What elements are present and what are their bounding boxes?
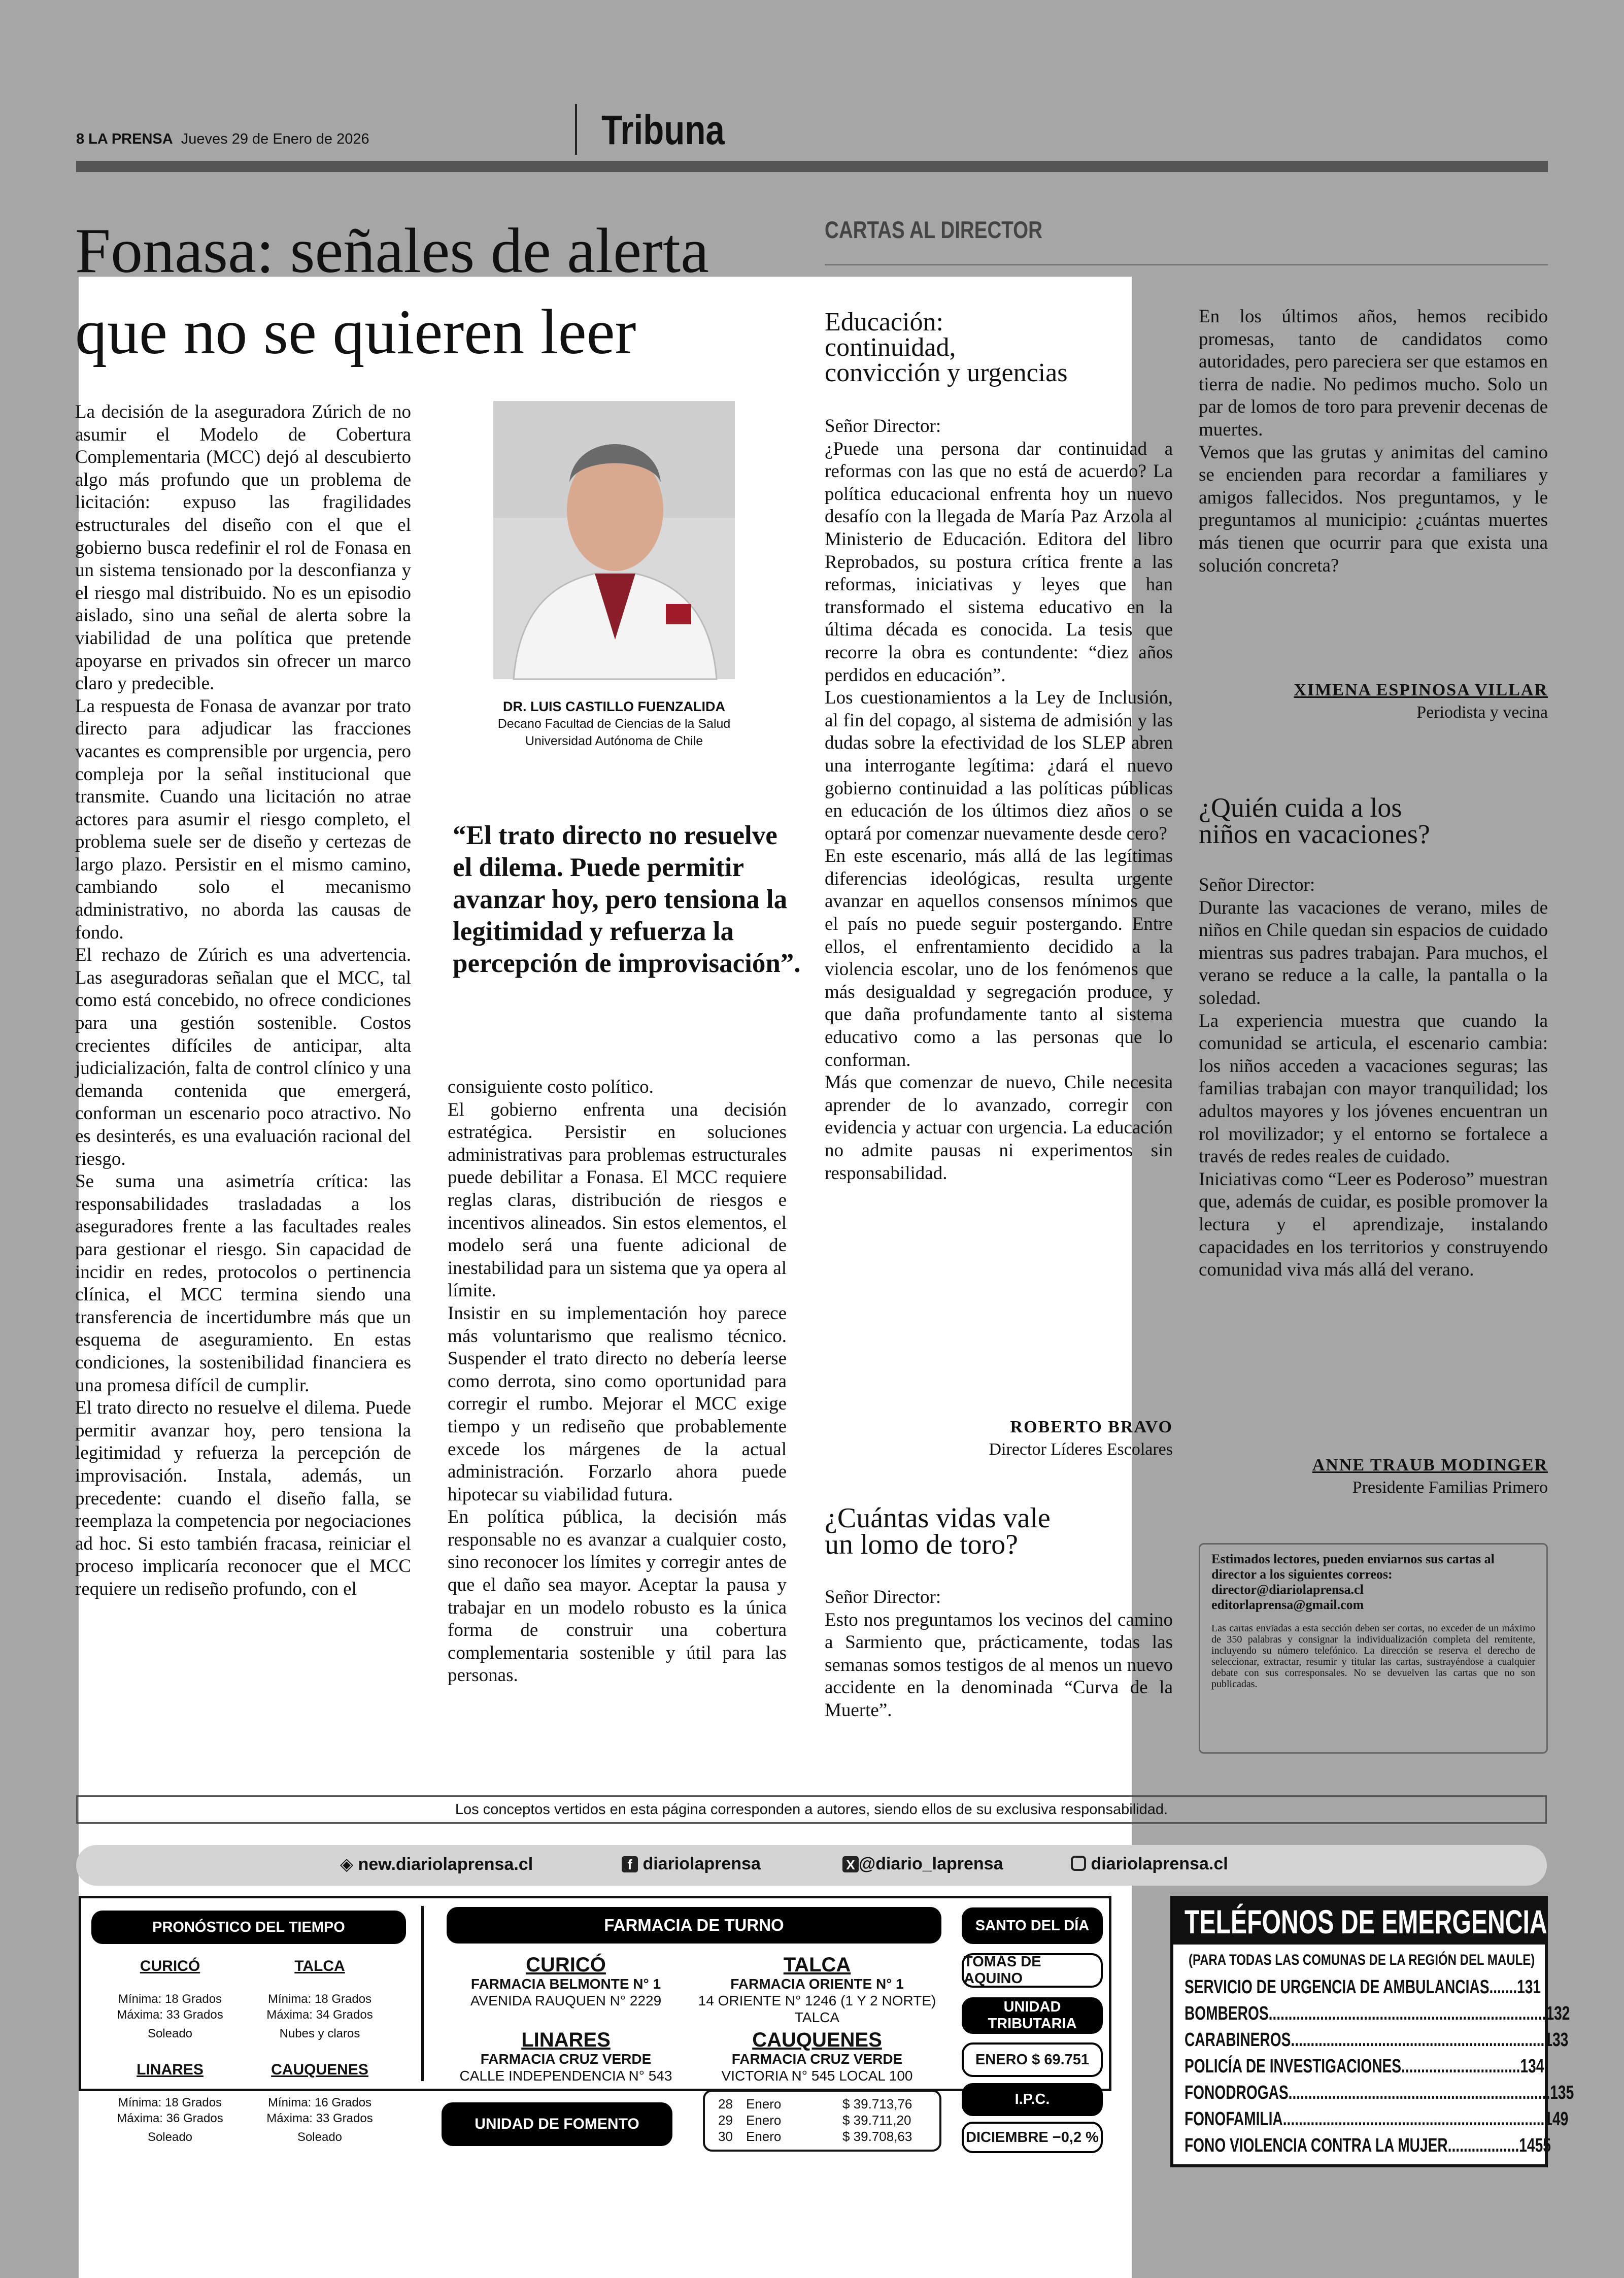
social-facebook-text: diariolaprensa <box>642 1854 761 1873</box>
article-paragraph: El rechazo de Zúrich es una advertencia. Las aseguradoras señalan que el MCC, tal como está concebido, no ofrece condiciones para una gestión sostenible. Costos crecientes difíciles de anticipar, alta judicialización, falta de control clínico y una demanda contenida que emergerá, conforman un escenario poco atractivo. No es desinterés, es una evaluación racional del riesgo. <box>75 945 411 1169</box>
social-x-text: @diario_laprensa <box>859 1854 1003 1873</box>
disclaimer-text: Los conceptos vertidos en esta página corresponden a autores, siendo ellos de su exclusiva responsabilidad. <box>455 1801 1168 1818</box>
pharmacy-name: FARMACIA CRUZ VERDE <box>731 2051 903 2067</box>
social-web-text: new.diariolaprensa.cl <box>358 1855 533 1874</box>
letter-paragraph: Los cuestionamientos a la Ley de Inclusión, al fin del copago, al sistema de admisión y las dudas sobre la efectividad de los SLEP abren una interrogante legítima: ¿dará el nuevo gobierno continuidad a las políticas públicas en educación de los últimos diez años o se optará por comenzar nuevamente desde cero? <box>825 687 1173 844</box>
uf-day: 30 <box>718 2129 733 2144</box>
santo-label: SANTO DEL DÍA <box>962 1907 1103 1944</box>
letter-3-title <box>1199 794 1564 847</box>
issue-date: Jueves 29 de Enero de 2026 <box>181 131 369 147</box>
social-bar <box>76 1845 1547 1886</box>
pharmacy-city: CURICÓ <box>526 1954 606 1976</box>
weather-min: Mínima: 18 Grados <box>118 2096 222 2109</box>
article-paragraph: La respuesta de Fonasa de avanzar por trato directo para adjudicar las fracciones vacantes es comprensible por urgencia, pero compleja por la señal institucional que transmite. Cuando una licitación no atrae actores para asumir el riesgo completo, el problema suele ser de diseño y certezas de largo plazo. Persistir en el mismo camino, cambiando solo el mecanismo administrativo, no aborda las causas de fondo. <box>75 695 411 943</box>
letter-1-body <box>825 415 1173 1185</box>
letters-section-title: CARTAS AL DIRECTOR <box>825 216 1042 243</box>
weather-min: Mínima: 18 Grados <box>267 1992 372 2006</box>
services-divider <box>421 1906 424 2081</box>
pharmacy-address: 14 ORIENTE N° 1246 (1 Y 2 NORTE) <box>698 1993 936 2008</box>
social-web[interactable] <box>340 1854 533 1874</box>
article-paragraph: consiguiente costo político. <box>448 1077 654 1097</box>
weather-city: LINARES <box>137 2061 204 2078</box>
paper-name: 8 LA PRENSA <box>76 131 173 147</box>
dot-leader: ...................................................................... <box>1268 2003 1546 2024</box>
letter-paragraph: ¿Puede una persona dar continuidad a reformas con las que no está de acuerdo? La política educacional enfrenta hoy un nuevo desafío con la llegada de María Paz Arzola al Ministerio de Educación. Editora del libro Reprobados, su postura crítica frente a las reformas, iniciativas y leyes que han transformado el sistema educativo en la última década es conocida. La tesis que recorre la obra es contundente: “diez años perdidos en educación”. <box>825 438 1173 686</box>
pharmacy-address: VICTORIA N° 545 LOCAL 100 <box>721 2068 913 2084</box>
uf-month: Enero <box>746 2096 782 2112</box>
article-column-1 <box>75 401 411 1600</box>
dot-leader: .................................................................. <box>1288 2082 1550 2103</box>
weather-city: TALCA <box>294 1958 345 1974</box>
emergency-number: 134 <box>1520 2056 1544 2077</box>
pharmacy-city: LINARES <box>521 2029 611 2051</box>
emergency-subtitle: (PARA TODAS LAS COMUNAS DE LA REGIÓN DEL MAULE) <box>1189 1952 1535 1968</box>
social-facebook[interactable] <box>622 1854 761 1874</box>
author-role: Decano Facultad de Ciencias de la Salud <box>497 717 731 731</box>
pharmacy-city: TALCA <box>783 1954 851 1976</box>
santo-value: TOMÁS DE AQUINO <box>962 1953 1103 1988</box>
notice-email-1[interactable]: director@diariolaprensa.cl <box>1211 1582 1364 1597</box>
weather-title: PRONÓSTICO DEL TIEMPO <box>91 1911 406 1944</box>
article-title <box>75 211 816 373</box>
emergency-title: TELÉFONOS DE EMERGENCIA <box>1185 1903 1547 1940</box>
emergency-label: FONODROGAS <box>1185 2082 1289 2103</box>
notice-lead: Estimados lectores, pueden enviarnos sus cartas al director a los siguientes correos: <box>1211 1552 1495 1582</box>
letter-paragraph: En este escenario, más allá de las legítimas diferencias ideológicas, resulta urgente avanzar en aquellos consensos mínimos que el país no puede seguir postergando. Entre ellos, el enfrentamiento decidido a la violencia escolar, uno de los fenómenos que más desigualdad y segregación produce, y que daña profundamente tanto al sistema educativo como a las personas que lo conforman. <box>825 846 1173 1070</box>
article-paragraph: Insistir en su implementación hoy parece más voluntarismo que realismo técnico. Suspender el trato directo no debería leerse como derrota, sino como oportunidad para corregir el rumbo. Mejorar el MCC exige tiempo y un rediseño que probablemente excede los márgenes de la actual administración. Forzarlo ahora puede hipotecar su viabilidad futura. <box>448 1302 787 1505</box>
letter-paragraph: Más que comenzar de nuevo, Chile necesita aprender de lo avanzado, corregir con evidencia y actuar con urgencia. La educación no admite pausas ni experimentos sin responsabilidad. <box>825 1072 1173 1184</box>
social-instagram[interactable] <box>1071 1854 1228 1874</box>
emergency-item[interactable] <box>1185 2000 1570 2027</box>
article-paragraph: La decisión de la aseguradora Zúrich de no asumir el Modelo de Cobertura Complementaria (MCC) dejó al descubierto algo más profundo que un problema de licitación: expuso las fragilidades estructurales del diseño con el que el gobierno busca redefinir el rol de Fonasa en un sistema tensionado por la desconfianza y el riesgo mal distribuido. No es un episodio aislado, sino una señal de alerta sobre la viabilidad de una política que pretende apoyarse en privados sin ofrecer un marco claro y predecible. <box>75 401 411 694</box>
weather-sky: Soleado <box>147 2130 193 2144</box>
signer-name: ANNE TRAUB MODINGER <box>1312 1456 1548 1475</box>
letter-title-line: ¿Quién cuida a los <box>1199 792 1402 823</box>
letter-3-body <box>1199 874 1548 1282</box>
letters-rule <box>825 264 1548 265</box>
weather-min: Mínima: 16 Grados <box>267 2096 372 2109</box>
weather-city: CAUQUENES <box>271 2061 368 2078</box>
notice-email-2[interactable]: editorlaprensa@gmail.com <box>1211 1597 1364 1612</box>
letter-2-signature <box>1199 679 1548 724</box>
author-credit <box>457 698 771 750</box>
pharmacy-cauquenes <box>685 2029 949 2084</box>
page-folio <box>76 131 369 148</box>
letter-title-line: niños en vacaciones? <box>1199 819 1430 849</box>
header-rule <box>76 161 1548 172</box>
letter-title-line: convicción y urgencias <box>825 358 1068 387</box>
pharmacy-curico <box>447 1954 685 2009</box>
pharmacy-name: FARMACIA ORIENTE N° 1 <box>730 1976 904 1992</box>
emergency-label: SERVICIO DE URGENCIA DE AMBULANCIAS <box>1185 1976 1490 1998</box>
uf-value: $ 39.711,20 <box>842 2113 911 2128</box>
weather-min: Mínima: 18 Grados <box>118 1992 222 2006</box>
instagram-icon <box>1071 1856 1086 1871</box>
emergency-number: 149 <box>1544 2108 1569 2130</box>
emergency-label: FONO VIOLENCIA CONTRA LA MUJER <box>1185 2135 1448 2156</box>
letter-title-line: un lomo de toro? <box>825 1529 1019 1560</box>
dot-leader: ....... <box>1489 1976 1517 1998</box>
pharmacy-talca <box>685 1954 949 2026</box>
weather-max: Máxima: 33 Grados <box>266 2112 373 2125</box>
uf-row <box>718 2112 926 2128</box>
salutation: Señor Director: <box>825 1587 941 1607</box>
emergency-item[interactable] <box>1185 1974 1541 2000</box>
letter-2-continued <box>1199 306 1548 577</box>
article-paragraph: El trato directo no resuelve el dilema. Puede permitir avanzar hoy, pero tensiona la legitimidad y refuerza la percepción de improvisación. Instala, además, un precedente: cuando el diseño falla, se reemplaza la competencia por negociaciones ad hoc. Si esto también fracasa, reiniciar el proceso implicaría reconocer que el MCC requiere un rediseño profundo, con el <box>75 1397 411 1599</box>
utm-label: UNIDAD TRIBUTARIA <box>962 1997 1103 2034</box>
x-icon: X <box>842 1856 859 1872</box>
emergency-list <box>1185 1974 1574 2159</box>
salutation: Señor Director: <box>825 416 941 437</box>
ipc-label: I.P.C. <box>962 2083 1103 2116</box>
uf-value: $ 39.708,63 <box>842 2129 912 2144</box>
notice-rules: Las cartas enviadas a esta sección deben ser cortas, no exceder de un máximo de 350 palabras y consignar la individualización completa del remitente, incluyendo su número telefónico. La dirección se reserva el derecho de seleccionar, extractar, resumir y titular las cartas, sustrayéndose a cualquier debate con sus corresponsales. No se devuelven las cartas que no son publicadas. <box>1211 1623 1535 1690</box>
uf-day: 29 <box>718 2113 733 2128</box>
salutation: Señor Director: <box>1199 875 1315 895</box>
pharmacy-address: AVENIDA RAUQUEN N° 2229 <box>470 1993 662 2008</box>
letter-title-line: ¿Cuántas vidas vale <box>825 1502 1051 1534</box>
letter-1-signature <box>825 1416 1173 1461</box>
dot-leader: .................. <box>1447 2135 1519 2156</box>
weather-linares <box>101 2062 239 2145</box>
letter-title-line: Educación: <box>825 308 943 337</box>
pull-quote: “El trato directo no resuelve el dilema. Puede permitir avanzar hoy, pero tensiona la legitimidad y refuerza la percepción de improvisación”. <box>453 821 801 978</box>
emergency-item[interactable] <box>1185 2106 1569 2132</box>
pharmacy-address: CALLE INDEPENDENCIA N° 543 <box>459 2068 672 2084</box>
uf-row <box>718 2096 926 2112</box>
emergency-number: 131 <box>1517 1976 1541 1998</box>
header-divider <box>575 104 577 155</box>
weather-max: Máxima: 34 Grados <box>266 2008 373 2022</box>
emergency-number: 135 <box>1550 2082 1574 2103</box>
emergency-header <box>1173 1899 1545 1945</box>
letter-paragraph: Esto nos preguntamos los vecinos del camino a Sarmiento que, prácticamente, todas las semanas somos testigos de al menos un nuevo accidente en la denominada “Curva de la Muerte”. <box>825 1609 1173 1721</box>
article-paragraph: Se suma una asimetría crítica: las responsabilidades trasladadas a los aseguradores frente a las facultades reales para gestionar el riesgo. Sin capacidad de incidir en redes, protocolos o pertinencia clínica, el MCC termina siendo una transferencia de incertidumbre más que un esquema de aseguramiento. En estas condiciones, la sostenibilidad financiera es una promesa difícil de cumplir. <box>75 1171 411 1396</box>
emergency-label: CARABINEROS <box>1185 2029 1291 2051</box>
facebook-icon: f <box>622 1856 638 1872</box>
article-column-2 <box>448 1076 787 1687</box>
pharmacy-city: CAUQUENES <box>752 2029 882 2051</box>
emergency-box <box>1170 1896 1574 2167</box>
utm-value: ENERO $ 69.751 <box>962 2042 1103 2077</box>
letters-notice-box <box>1199 1543 1548 1754</box>
uf-table <box>703 2090 941 2152</box>
uf-label: UNIDAD DE FOMENTO <box>442 2102 672 2146</box>
uf-month: Enero <box>746 2113 782 2128</box>
signer-name: ROBERTO BRAVO <box>1010 1418 1173 1436</box>
author-photo <box>493 401 735 679</box>
article-paragraph: En política pública, la decisión más responsable no es avanzar a cualquier costo, sino reconocer los límites y corregir antes de que el daño sea mayor. Aceptar la pausa y trabajar en un modelo robusto es la única forma de construir una cobertura complementaria sostenible y útil para las personas. <box>448 1506 787 1686</box>
emergency-label: POLICÍA DE INVESTIGACIONES <box>1185 2056 1402 2077</box>
pharmacy-linares <box>447 2029 685 2084</box>
dot-leader: .................................................................. <box>1282 2108 1545 2130</box>
emergency-label: BOMBEROS <box>1185 2003 1269 2024</box>
disclaimer-box <box>76 1795 1547 1824</box>
emergency-number: 133 <box>1544 2029 1569 2051</box>
author-institution: Universidad Autónoma de Chile <box>525 734 703 748</box>
globe-icon: ◈ <box>340 1855 354 1874</box>
weather-talca <box>249 1958 391 2041</box>
letter-paragraph: Durante las vacaciones de verano, miles de niños en Chile quedan sin espacios de cuidado mientras sus padres trabajan. Para muchos, el verano se reduce a la calle, la pantalla o la soledad. <box>1199 897 1548 1009</box>
weather-city: CURICÓ <box>140 1958 200 1974</box>
signer-role: Periodista y vecina <box>1416 703 1548 722</box>
uf-month: Enero <box>746 2129 782 2144</box>
title-line-1: Fonasa: señales de alerta <box>75 216 709 286</box>
letter-3-signature <box>1199 1454 1548 1499</box>
emergency-label: FONOFAMILIA <box>1185 2108 1283 2130</box>
weather-cauquenes <box>249 2062 391 2145</box>
emergency-number: 132 <box>1546 2003 1570 2024</box>
weather-sky: Soleado <box>297 2130 343 2144</box>
weather-sky: Nubes y claros <box>279 2027 360 2040</box>
emergency-item[interactable] <box>1185 2027 1569 2053</box>
pharmacy-title: FARMACIA DE TURNO <box>447 1907 941 1944</box>
letter-paragraph: Iniciativas como “Leer es Poderoso” muestran que, además de cuidar, es posible promover la lectura y el aprendizaje, instalando capacidades en los territorios y construyendo comunidad viva más allá del verano. <box>1199 1168 1548 1281</box>
letter-title-line: continuidad, <box>825 333 956 362</box>
pharmacy-name: FARMACIA BELMONTE N° 1 <box>470 1976 661 1992</box>
emergency-number: 1455 <box>1519 2135 1551 2156</box>
uf-row <box>718 2128 926 2145</box>
uf-value: $ 39.713,76 <box>842 2096 912 2112</box>
weather-curico <box>101 1958 239 2041</box>
author-name: DR. LUIS CASTILLO FUENZALIDA <box>503 699 725 714</box>
pharmacy-name: FARMACIA CRUZ VERDE <box>480 2051 652 2067</box>
pharmacy-address-2: TALCA <box>794 2009 840 2025</box>
signer-name: XIMENA ESPINOSA VILLAR <box>1294 681 1548 699</box>
emergency-item[interactable] <box>1185 2053 1544 2080</box>
dot-leader: .............................. <box>1401 2056 1520 2077</box>
article-paragraph: El gobierno enfrenta una decisión estratégica. Persistir en soluciones administrativas para problemas estructurales puede debilitar a Fonasa. El MCC requiere reglas claras, distribución de riesgos e incentivos alineados. Sin estos elementos, el modelo será una fuente adicional de inestabilidad para un sistema que ya opera al límite. <box>448 1099 787 1301</box>
emergency-item[interactable] <box>1185 2132 1551 2159</box>
weather-max: Máxima: 33 Grados <box>117 2008 223 2022</box>
weather-sky: Soleado <box>147 2027 193 2040</box>
letter-2-title <box>825 1502 1180 1560</box>
section-title: Tribuna <box>601 107 725 153</box>
letter-paragraph: La experiencia muestra que cuando la comunidad se articula, el escenario cambia: los niños acceden a vacaciones seguras; las familias trabajan con mayor tranquilidad; los adultos mayores y los jóvenes encuentran un rol movilizador; y el entorno se fortalece a través de redes reales de cuidado. <box>1199 1010 1548 1167</box>
title-line-2: que no se quieren leer <box>75 297 636 367</box>
letter-2-body <box>825 1586 1173 1722</box>
letter-1-title <box>825 310 1180 386</box>
ipc-value: DICIEMBRE −0,2 % <box>962 2122 1103 2153</box>
letter-paragraph: En los últimos años, hemos recibido promesas, tanto de candidatos como autoridades, pero pareciera ser que estamos en tierra de nadie. No pedimos mucho. Solo un par de lomos de toro para prevenir decenas de muertes. <box>1199 306 1548 440</box>
letter-paragraph: Vemos que las grutas y animitas del camino se encienden para recordar a familiares y amigos fallecidos. Nos preguntamos, y le preguntamos al municipio: ¿cuántas muertes más tienen que ocurrir para que exista una solución concreta? <box>1199 442 1548 576</box>
uf-day: 28 <box>718 2096 733 2112</box>
social-instagram-text: diariolaprensa.cl <box>1091 1854 1228 1873</box>
social-x[interactable] <box>842 1854 1003 1874</box>
weather-max: Máxima: 36 Grados <box>117 2112 223 2125</box>
signer-role: Director Líderes Escolares <box>989 1440 1173 1459</box>
dot-leader: ................................................................ <box>1291 2029 1545 2051</box>
emergency-item[interactable] <box>1185 2080 1574 2106</box>
signer-role: Presidente Familias Primero <box>1352 1478 1548 1497</box>
